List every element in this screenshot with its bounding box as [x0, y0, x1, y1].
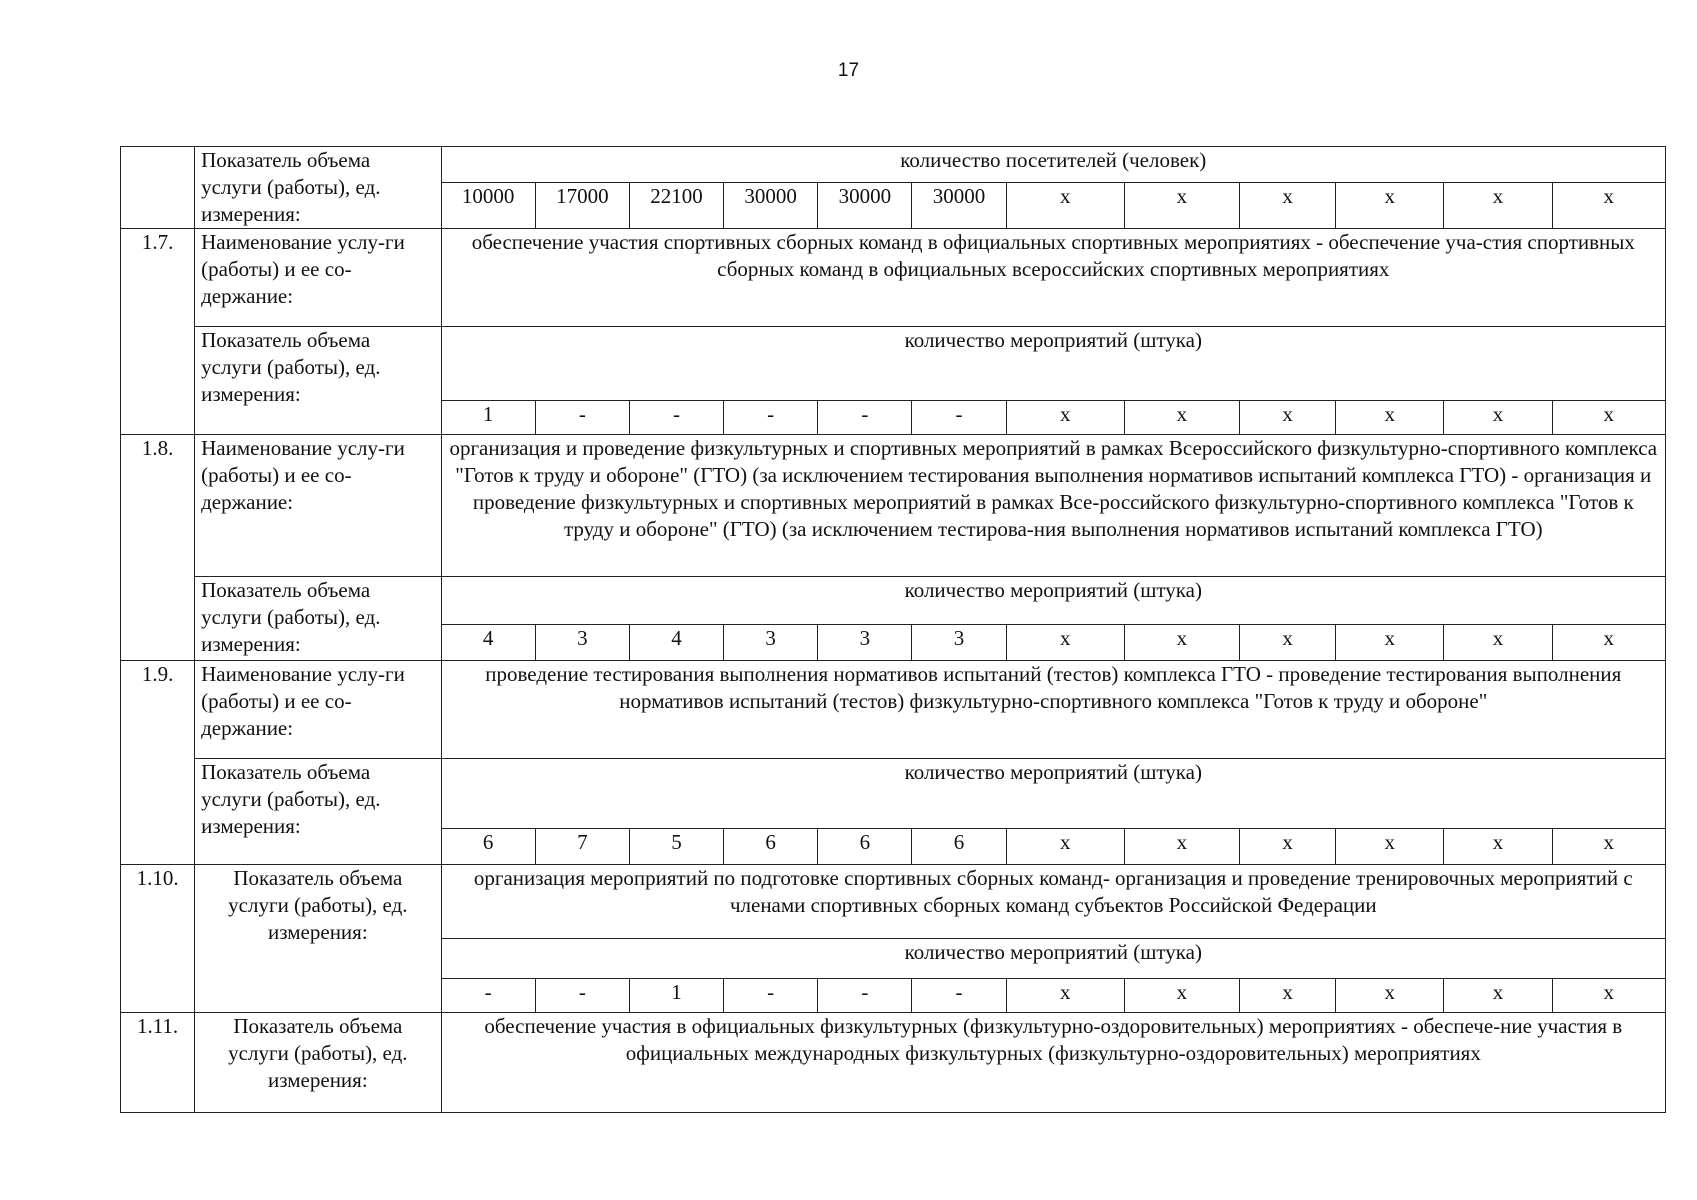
service-content: организация и проведение физкультурных и спортивных мероприятий в рамках Всероссийского физкультурно-спортивного комплекса "Готов к труду и обороне" (ГТО) (за исключением тестирования выполнения нормативов испытаний комплекса ГТО) - организация и проведение физкультурных и спортивных мероприятий в рамках Все-российского физкультурно-спортивного комплекса "Готов к труду и обороне" (ГТО) (за исключением тестирова-ния выполнения нормативов испытаний комплекса ГТО) [441, 435, 1665, 577]
unit-label: количество мероприятий (штука) [441, 939, 1665, 979]
value-cell: 1 [441, 401, 535, 435]
value-cell: х [1444, 183, 1552, 229]
unit-label: количество мероприятий (штука) [441, 327, 1665, 401]
value-cell: х [1444, 829, 1552, 865]
value-cell: х [1336, 625, 1444, 661]
service-name-label: Наименование услу-ги (работы) и ее со-держание: [195, 661, 441, 759]
value-cell: х [1124, 401, 1239, 435]
value-cell: 3 [535, 625, 629, 661]
value-cell: 3 [724, 625, 818, 661]
section-1-9-name-row [121, 661, 1666, 759]
section-1-8-unit-row [121, 577, 1666, 625]
value-cell: - [818, 401, 912, 435]
volume-indicator-label: Показатель объема услуги (работы), ед. измерения: [195, 759, 441, 865]
services-table [120, 146, 1666, 1113]
value-cell: - [724, 401, 818, 435]
value-cell: 30000 [724, 183, 818, 229]
value-cell: - [818, 979, 912, 1013]
volume-indicator-label: Показатель объема услуги (работы), ед. измерения: [195, 147, 441, 229]
value-cell: х [1552, 625, 1665, 661]
value-cell: - [912, 979, 1006, 1013]
value-cell: 6 [818, 829, 912, 865]
value-cell: х [1336, 829, 1444, 865]
value-cell: х [1124, 829, 1239, 865]
value-cell: 30000 [912, 183, 1006, 229]
value-cell: х [1124, 625, 1239, 661]
section-cont-unit-row [121, 147, 1666, 183]
service-content: обеспечение участия в официальных физкультурных (физкультурно-оздоровительных) мероприятиях - обеспече-ние участия в официальных международных физкультурных (физкультурно-оздоровительных) мероприятиях [441, 1013, 1665, 1113]
service-content: проведение тестирования выполнения нормативов испытаний (тестов) комплекса ГТО - проведение тестирования выполнения нормативов испытаний (тестов) физкультурно-спортивного комплекса "Готов к труду и обороне" [441, 661, 1665, 759]
value-cell: х [1006, 625, 1124, 661]
section-1-10-content-row [121, 865, 1666, 939]
value-cell: - [535, 401, 629, 435]
section-1-9-unit-row [121, 759, 1666, 829]
value-cell: х [1444, 401, 1552, 435]
value-cell: х [1552, 979, 1665, 1013]
volume-indicator-label: Показатель объема услуги (работы), ед. измерения: [195, 865, 441, 1013]
value-cell: х [1240, 401, 1336, 435]
value-cell: - [724, 979, 818, 1013]
value-cell: - [535, 979, 629, 1013]
value-cell: 1 [629, 979, 723, 1013]
section-1-7-name-row [121, 229, 1666, 327]
value-cell: 17000 [535, 183, 629, 229]
volume-indicator-label: Показатель объема услуги (работы), ед. измерения: [195, 327, 441, 435]
value-cell: х [1552, 829, 1665, 865]
value-cell: х [1552, 183, 1665, 229]
value-cell: 3 [818, 625, 912, 661]
value-cell: х [1124, 979, 1239, 1013]
volume-indicator-label: Показатель объема услуги (работы), ед. измерения: [195, 1013, 441, 1113]
value-cell: х [1124, 183, 1239, 229]
section-1-7-unit-row [121, 327, 1666, 401]
section-number [121, 147, 195, 229]
value-cell: х [1444, 979, 1552, 1013]
unit-label: количество мероприятий (штука) [441, 577, 1665, 625]
value-cell: 6 [912, 829, 1006, 865]
section-number: 1.9. [121, 661, 195, 865]
value-cell: х [1006, 401, 1124, 435]
value-cell: х [1006, 829, 1124, 865]
value-cell: - [441, 979, 535, 1013]
value-cell: 6 [441, 829, 535, 865]
value-cell: 30000 [818, 183, 912, 229]
value-cell: 22100 [629, 183, 723, 229]
value-cell: х [1240, 979, 1336, 1013]
service-content: организация мероприятий по подготовке спортивных сборных команд- организация и проведение тренировочных мероприятий с членами спортивных сборных команд субъектов Российской Федерации [441, 865, 1665, 939]
section-1-11-content-row [121, 1013, 1666, 1113]
value-cell: х [1240, 829, 1336, 865]
value-cell: 4 [441, 625, 535, 661]
section-number: 1.7. [121, 229, 195, 435]
value-cell: 5 [629, 829, 723, 865]
value-cell: - [629, 401, 723, 435]
value-cell: 4 [629, 625, 723, 661]
unit-label: количество посетителей (человек) [441, 147, 1665, 183]
value-cell: х [1006, 979, 1124, 1013]
service-content: обеспечение участия спортивных сборных команд в официальных спортивных мероприятиях - обеспечение уча-стия спортивных сборных команд в официальных всероссийских спортивных мероприятиях [441, 229, 1665, 327]
volume-indicator-label: Показатель объема услуги (работы), ед. измерения: [195, 577, 441, 661]
service-name-label: Наименование услу-ги (работы) и ее со-держание: [195, 229, 441, 327]
section-number: 1.10. [121, 865, 195, 1013]
value-cell: 3 [912, 625, 1006, 661]
value-cell: х [1336, 979, 1444, 1013]
section-1-8-name-row [121, 435, 1666, 577]
section-number: 1.8. [121, 435, 195, 661]
value-cell: 7 [535, 829, 629, 865]
value-cell: х [1336, 183, 1444, 229]
value-cell: х [1552, 401, 1665, 435]
page-number: 17 [837, 60, 860, 81]
value-cell: х [1006, 183, 1124, 229]
value-cell: х [1240, 183, 1336, 229]
value-cell: 10000 [441, 183, 535, 229]
section-number: 1.11. [121, 1013, 195, 1113]
value-cell: - [912, 401, 1006, 435]
value-cell: х [1336, 401, 1444, 435]
service-name-label: Наименование услу-ги (работы) и ее со-держание: [195, 435, 441, 577]
value-cell: 6 [724, 829, 818, 865]
value-cell: х [1240, 625, 1336, 661]
value-cell: х [1444, 625, 1552, 661]
unit-label: количество мероприятий (штука) [441, 759, 1665, 829]
